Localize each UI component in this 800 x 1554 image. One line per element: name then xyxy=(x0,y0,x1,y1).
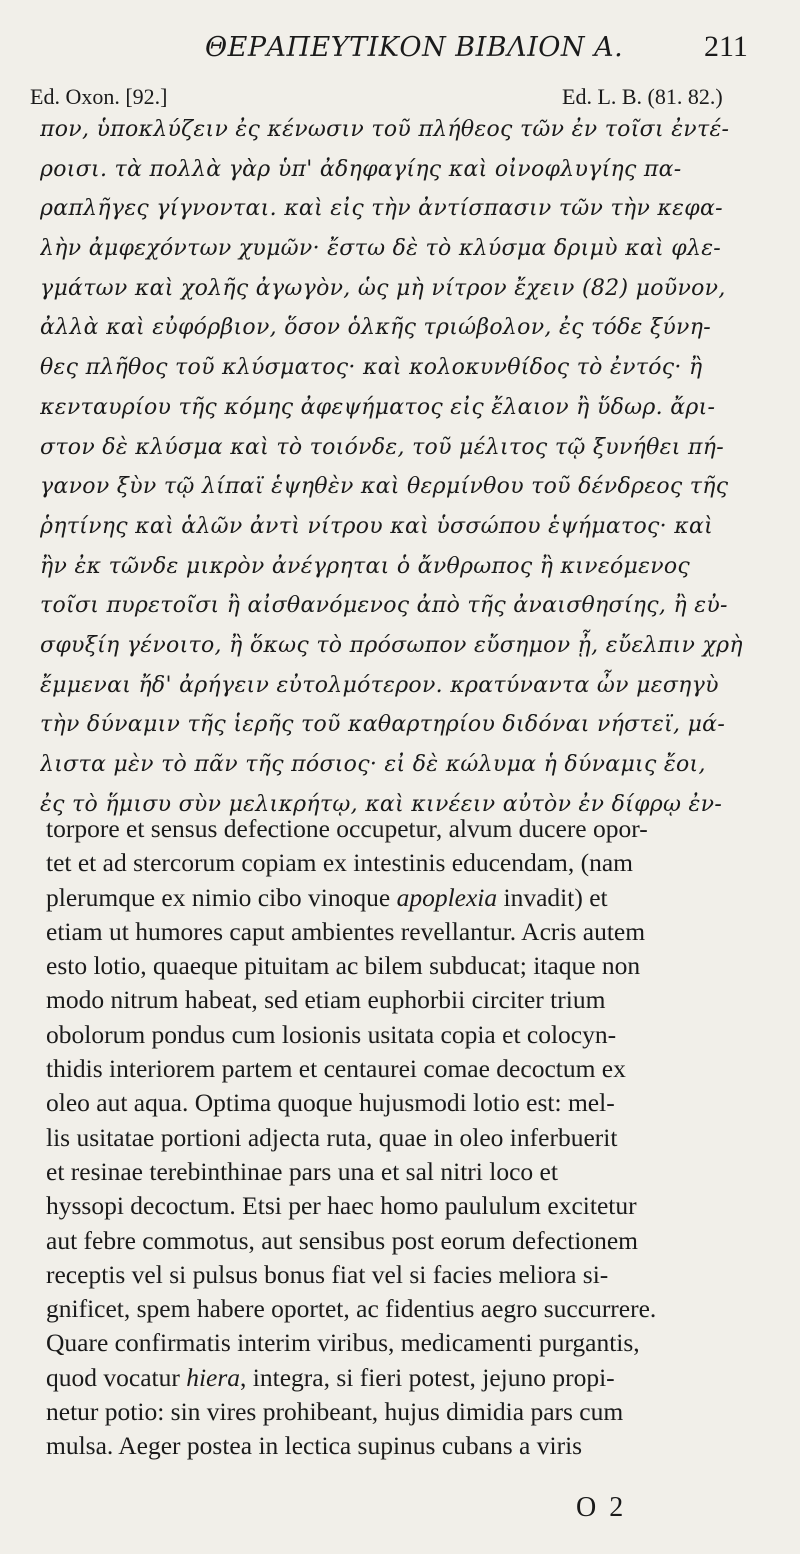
signature-mark: O 2 xyxy=(576,1492,627,1523)
latin-line: hyssopi decoctum. Etsi per haec homo paululum excitetur xyxy=(46,1191,637,1221)
latin-line: obolorum pondus cum losionis usitata copia et colocyn- xyxy=(46,1019,617,1049)
latin-line: esto lotio, quaeque pituitam ac bilem subducat; itaque non xyxy=(46,951,641,981)
latin-line: Quare confirmatis interim viribus, medicamenti purgantis, xyxy=(46,1328,640,1358)
greek-line: λιστα μὲν τὸ πᾶν τῆς πόσιος· εἰ δὲ κώλυμα ἡ δύναμις ἔοι, xyxy=(40,752,706,777)
greek-line: ἀλλὰ καὶ εὐφόρβιον, ὅσον ὁλκῆς τριώβολον, ἐς τόδε ξύνη- xyxy=(40,315,711,341)
latin-line: torpore et sensus defectione occupetur, alvum ducere opor- xyxy=(46,814,648,843)
greek-line: πον, ὑποκλύζειν ἐς κένωσιν τοῦ πλήθεος τῶν ἐν τοῖσι ἐντέ- xyxy=(40,117,730,142)
latin-line: oleo aut aqua. Optima quoque hujusmodi lotio est: mel- xyxy=(46,1088,615,1118)
latin-line: plerumque ex nimio cibo vinoque apoplexia invadit) et xyxy=(46,882,608,912)
greek-line: λὴν ἀμφεχόντων χυμῶν· ἔστω δὲ τὸ κλύσμα δριμὺ καὶ φλε- xyxy=(40,236,722,262)
greek-line: ἐς τὸ ἥμισυ σὺν μελικρήτῳ, καὶ κινέειν αὐτὸν ἐν δίφρῳ ἐν- xyxy=(40,791,723,817)
greek-line: ἢν ἐκ τῶνδε μικρὸν ἀνέγρηται ὁ ἄνθρωπος ἢ κινεόμενος xyxy=(40,553,691,579)
greek-line: ραπλῆγες γίγνονται. καὶ εἰς τὴν ἀντίσπασιν τῶν τὴν κεφα- xyxy=(40,196,723,222)
latin-line: aut febre commotus, aut sensibus post eorum defectionem xyxy=(46,1225,639,1255)
page-number: 211 xyxy=(704,30,748,63)
greek-line: τοῖσι πυρετοῖσι ἢ αἰσθανόμενος ἀπὸ τῆς ἀναισθησίης, ἢ εὐ- xyxy=(40,593,728,619)
greek-line: τὴν δύναμιν τῆς ἱερῆς τοῦ καθαρτηρίου διδόναι νήστεϊ, μά- xyxy=(40,712,726,738)
edition-reference-oxford: Ed. Oxon. [92.] xyxy=(30,84,168,109)
greek-line: θες πλῆθος τοῦ κλύσματος· καὶ κολοκυνθίδος τὸ ἐντός· ἢ xyxy=(40,355,703,381)
latin-line: tet et ad stercorum copiam ex intestinis educendam, (nam xyxy=(46,848,634,878)
latin-line: quod vocatur hiera, integra, si fieri potest, jejuno propi- xyxy=(46,1362,615,1392)
latin-line: netur potio: sin vires prohibeant, hujus dimidia pars cum xyxy=(46,1397,624,1427)
running-title: ΘΕΡΑΠΕΥΤΙΚΟΝ ΒΙΒΛΙΟΝ Α. xyxy=(205,32,624,63)
latin-text-block xyxy=(46,812,770,1464)
latin-line: et resinae terebinthinae pars una et sal nitri loco et xyxy=(46,1156,558,1186)
latin-line: receptis vel si pulsus bonus fiat vel si facies meliora si- xyxy=(46,1259,609,1289)
latin-line: modo nitrum habeat, sed etiam euphorbii circiter trium xyxy=(46,985,606,1015)
greek-line: στον δὲ κλύσμα καὶ τὸ τοιόνδε, τοῦ μέλιτος τῷ ξυνήθει πή- xyxy=(40,434,724,460)
greek-line: κενταυρίου τῆς κόμης ἀφεψήματος εἰς ἔλαιον ἢ ὕδωρ. ἄρι- xyxy=(40,394,716,420)
latin-line: mulsa. Aeger postea in lectica supinus cubans a viris xyxy=(46,1431,583,1461)
greek-line: ροισι. τὰ πολλὰ γὰρ ὑπ' ἀδηφαγίης καὶ οἰνοφλυγίης πα- xyxy=(40,156,682,182)
italic-term: apoplexia xyxy=(396,882,498,912)
greek-line: ῥητίνης καὶ ἁλῶν ἀντὶ νίτρου καὶ ὑσσώπου ἑψήματος· καὶ xyxy=(40,513,714,539)
edition-reference-leiden: Ed. L. B. (81. 82.) xyxy=(562,84,723,109)
greek-line: γανον ξὺν τῷ λίπαϊ ἑψηθὲν καὶ θερμίνθου τοῦ δένδρεος τῆς xyxy=(40,474,729,500)
greek-line: γμάτων καὶ χολῆς ἀγωγὸν, ὡς μὴ νίτρον ἔχειν (82) μοῦνον, xyxy=(40,275,726,301)
running-head xyxy=(0,32,800,72)
greek-line: σφυξίη γένοιτο, ἢ ὅκως τὸ πρόσωπον εὔσημον ᾖ, εὔελπιν χρὴ xyxy=(40,632,743,658)
latin-line: gnificet, spem habere oportet, ac fidentius aegro succurrere. xyxy=(46,1294,657,1324)
latin-line: thidis interiorem partem et centaurei comae decoctum ex xyxy=(46,1054,626,1084)
latin-line: lis usitatae portioni adjecta ruta, quae in oleo inferbuerit xyxy=(46,1122,618,1152)
italic-term: hiera xyxy=(186,1362,241,1392)
greek-line: ἔμμεναι ἤδ' ἀρήγειν εὐτολμότερον. κρατύναντα ὦν μεσηγὺ xyxy=(40,672,719,698)
greek-text-block xyxy=(40,110,770,824)
latin-line: etiam ut humores caput ambientes revellantur. Acris autem xyxy=(46,916,646,946)
